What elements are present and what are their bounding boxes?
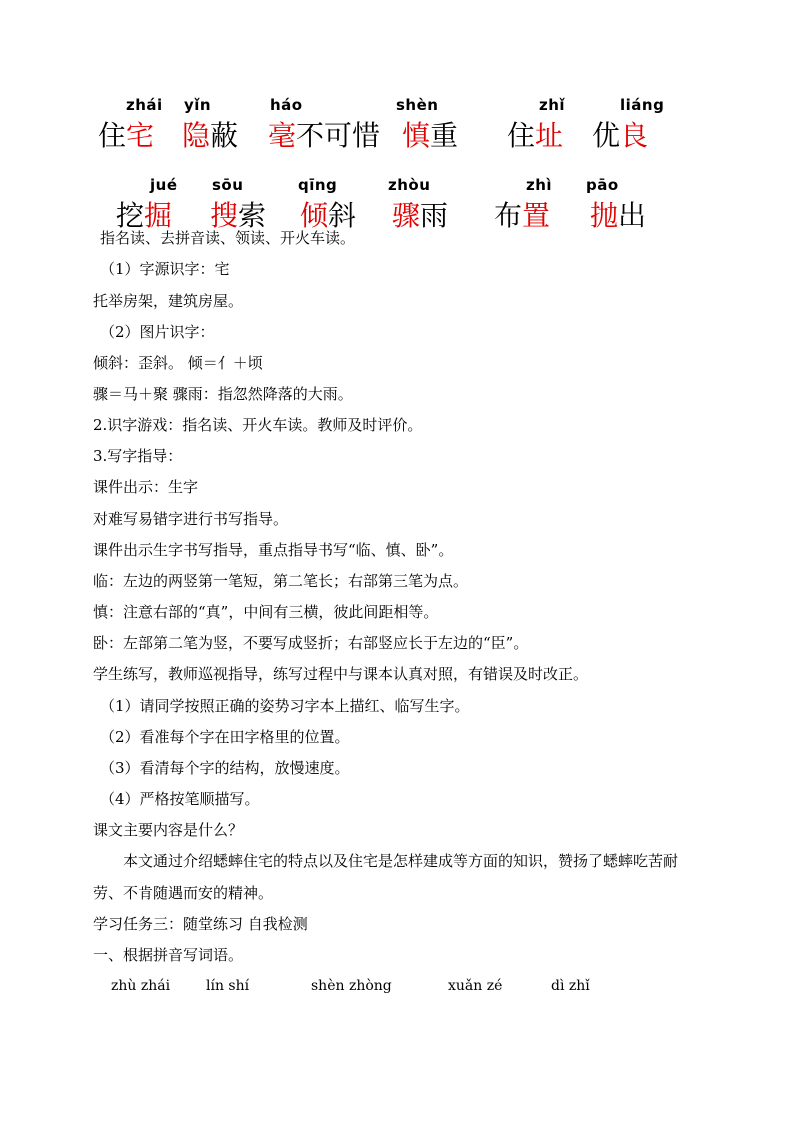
word-chars — [98, 114, 154, 154]
char-highlight: 良 — [620, 119, 649, 152]
text-line: 课文主要内容是什么？ — [93, 821, 244, 839]
pinyin: zhǐ — [539, 96, 566, 114]
text-line: 托举房架，建筑房屋。 — [93, 292, 244, 310]
char-plain: 挖 — [116, 199, 145, 232]
pinyin: shèn — [396, 96, 439, 114]
pinyin: pāo — [586, 176, 619, 194]
word-chars — [116, 194, 172, 234]
char-plain: 重 — [430, 119, 459, 152]
section-heading: 一、根据拼音写词语。 — [93, 946, 244, 964]
exercise-pinyin: zhù zhái — [111, 978, 171, 994]
text-line: （1）请同学按照正确的姿势习字本上描红、临写生字。 — [100, 697, 470, 715]
word-chars — [402, 114, 458, 154]
char-highlight: 宅 — [126, 119, 155, 152]
text-line: 对难写易错字进行书写指导。 — [93, 510, 289, 528]
text-line: 临：左边的两竖第一笔短，第二笔长；右部第三笔为点。 — [93, 572, 469, 590]
char-plain: 不可惜 — [296, 119, 381, 152]
char-highlight: 置 — [522, 199, 551, 232]
vocab-row-2 — [0, 176, 794, 236]
char-highlight: 毫 — [268, 119, 297, 152]
pinyin: qīng — [298, 176, 338, 194]
text-line: 倾斜：歪斜。 倾＝亻＋顷 — [93, 354, 263, 372]
pinyin: jué — [150, 176, 178, 194]
word-chars — [592, 114, 648, 154]
text-line: 3.写字指导： — [93, 447, 183, 465]
text-line: （1）字源识字：宅 — [100, 260, 230, 278]
word-chars — [507, 114, 563, 154]
word-chars — [210, 194, 266, 234]
word-chars — [392, 194, 448, 234]
text-line: 指名读、去拼音读、领读、开火车读。 — [100, 229, 356, 247]
vocab-row-1 — [0, 96, 794, 156]
char-plain: 索 — [238, 199, 267, 232]
char-plain: 出 — [618, 199, 647, 232]
text-line: （2）图片识字： — [100, 323, 215, 341]
text-line: 学习任务三：随堂练习 自我检测 — [93, 915, 308, 933]
exercise-pinyin: shèn zhòng — [311, 978, 392, 994]
char-highlight: 抛 — [590, 199, 619, 232]
word-chars — [268, 114, 380, 154]
pinyin: zhòu — [388, 176, 431, 194]
text-line: 课件出示：生字 — [93, 478, 199, 496]
word-chars — [182, 114, 238, 154]
text-line: 骤＝马＋聚 骤雨：指忽然降落的大雨。 — [93, 385, 353, 403]
pinyin: háo — [270, 96, 303, 114]
exercise-pinyin: dì zhǐ — [551, 978, 590, 994]
text-line: 慎：注意右部的“真”，中间有三横，彼此间距相等。 — [93, 603, 439, 621]
pinyin: yǐn — [184, 96, 212, 114]
pinyin: sōu — [212, 176, 244, 194]
char-highlight: 慎 — [402, 119, 431, 152]
text-line: 学生练写，教师巡视指导，练写过程中与课本认真对照，有错误及时改正。 — [93, 665, 589, 683]
pinyin: zhái — [126, 96, 163, 114]
char-highlight: 隐 — [182, 119, 211, 152]
char-plain: 住 — [507, 119, 536, 152]
summary-paragraph: 本文通过介绍蟋蟀住宅的特点以及住宅是怎样建成等方面的知识，赞扬了蟋蟀吃苦耐劳、不肯随遇而安的精神。 — [93, 852, 679, 902]
text-line: 卧：左部第二笔为竖，不要写成竖折；右部竖应长于左边的“臣”。 — [93, 634, 529, 652]
exercise-pinyin: lín shí — [206, 978, 250, 994]
char-plain: 雨 — [420, 199, 449, 232]
char-plain: 蔽 — [210, 119, 239, 152]
exercise-pinyin: xuǎn zé — [448, 978, 503, 994]
word-chars — [494, 194, 550, 234]
pinyin: zhì — [526, 176, 553, 194]
text-line: （2）看准每个字在田字格里的位置。 — [100, 728, 350, 746]
text-line: 2.识字游戏：指名读、开火车读。教师及时评价。 — [93, 416, 423, 434]
char-plain: 布 — [494, 199, 523, 232]
exercise-pinyin-row — [0, 978, 794, 998]
char-plain: 斜 — [328, 199, 357, 232]
word-chars — [300, 194, 356, 234]
char-highlight: 骤 — [392, 199, 421, 232]
pinyin: liáng — [620, 96, 665, 114]
char-highlight: 址 — [535, 119, 564, 152]
text-line: （4）严格按笔顺描写。 — [100, 790, 260, 808]
char-highlight: 搜 — [210, 199, 239, 232]
text-line: （3）看清每个字的结构，放慢速度。 — [100, 759, 350, 777]
word-chars — [590, 194, 646, 234]
char-plain: 住 — [98, 119, 127, 152]
char-highlight: 掘 — [144, 199, 173, 232]
text-line: 课件出示生字书写指导，重点指导书写“临、慎、卧”。 — [93, 541, 454, 559]
char-plain: 优 — [592, 119, 621, 152]
char-highlight: 倾 — [300, 199, 329, 232]
